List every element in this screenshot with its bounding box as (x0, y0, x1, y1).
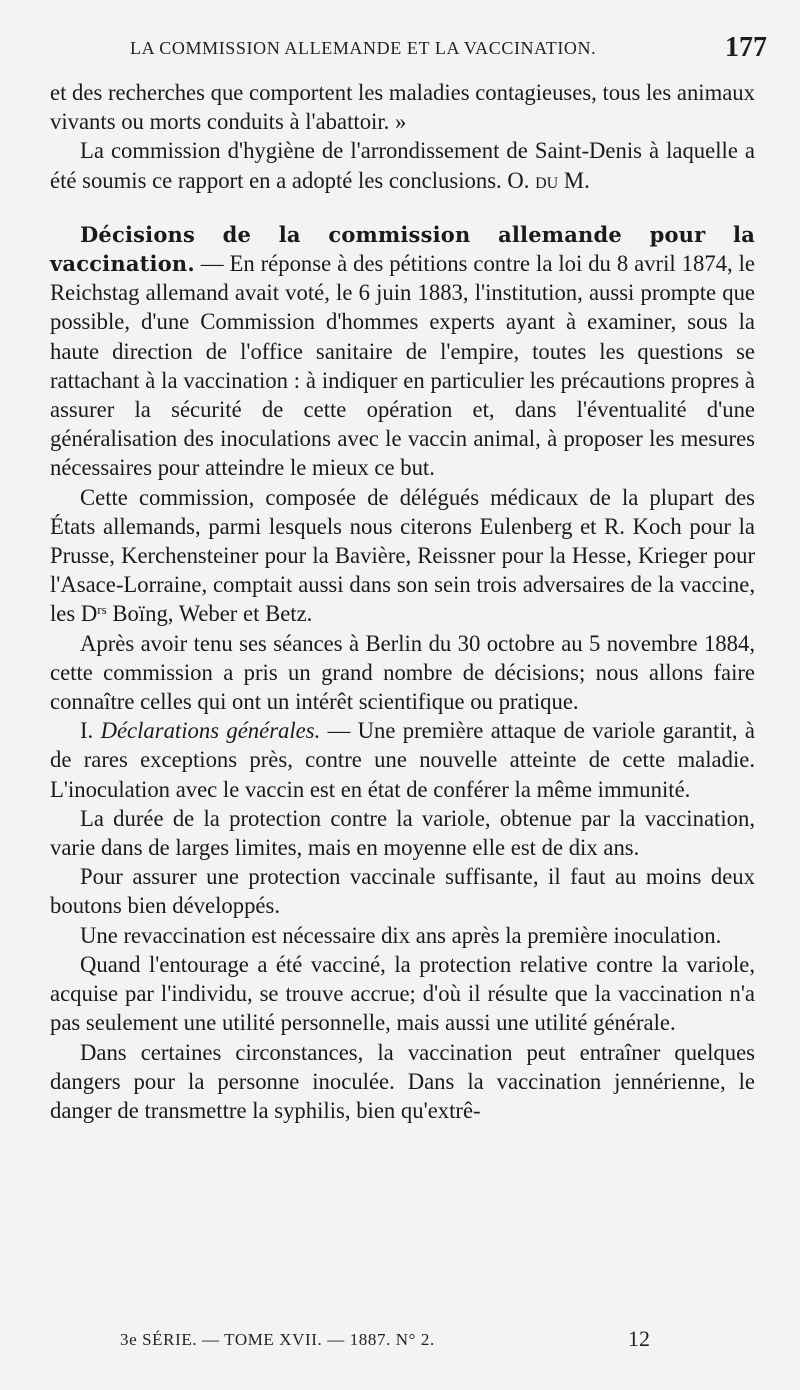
numeral-label: I. (80, 718, 101, 744)
paragraph-text: — Une première attaque de variole garantit, à de rares exceptions près, contre une nouvelle atteinte de cette maladie. L'inoculation avec le vaccin est en état de conférer la même immunité. (50, 718, 756, 802)
paragraph-text: La commission d'hygiène de l'arrondissement de Saint-Denis à laquelle a été soumis ce rapport en a adopté les conclusions. O. (50, 138, 755, 193)
paragraph-composition (50, 483, 755, 629)
article-body (50, 78, 755, 1125)
author-signature: du M. (535, 167, 590, 193)
series-info: 3e SÉRIE. — TOME XVII. — 1887. N° 2. (120, 1330, 435, 1349)
paragraph-commission-hygiene (50, 136, 755, 194)
paragraph-text: Boïng, Weber et Betz. (106, 601, 313, 627)
paragraph-text: — En réponse à des pétitions contre la loi du 8 avril 1874, le Reichstag allemand avait voté, le 6 juin 1883, l'institution, aussi prompte que possible, d'une Commission d'hommes experts ayant à examiner, sous la haute direction de l'office sanitaire de l'empire, toutes les questions se rattachant à la vaccination : à indiquer en particulier les précautions propres à assurer la sécurité de cette opération et, dans l'éventualité d'une généralisation des inoculations avec le vaccin animal, à proposer les mesures nécessaires pour atteindre le mieux ce but. (50, 251, 755, 481)
paragraph-general-utility: Quand l'entourage a été vacciné, la protection relative contre la variole, acquise par l'individu, se trouve accrue; d'où il résulte que la vaccination n'a pas seulement une utilité personnelle, mais aussi une utilité générale. (50, 951, 755, 1036)
paragraph-text: Cette commission, composée de délégués médicaux de la plupart des États allemands, parmi lesquels nous citerons Eulenberg et R. Koch pour la Prusse, Kerchensteiner pour la Bavière, Reissner pour la Hesse, Krieger pour l'Asace-Lorraine, comptait aussi dans son sein trois adversaires de la vaccine, les D (50, 484, 755, 627)
paragraph-protection-duration: La durée de la protection contre la variole, obtenue par la vaccination, varie dans de larges limites, mais en moyenne elle est de dix ans. (50, 805, 755, 861)
paragraph-dangers: Dans certaines circonstances, la vaccination peut entraîner quelques dangers pour la personne inoculée. Dans la vaccination jennérienne, le danger de transmettre la syphilis, bien qu'extrê- (50, 1039, 755, 1123)
page-number: 177 (725, 32, 767, 63)
paragraph-german-commission (50, 220, 755, 483)
paragraph-continuation: et des recherches que comportent les maladies contagieuses, tous les animaux vivants ou morts conduits à l'abattoir. » (50, 80, 755, 135)
paragraph-general-declarations (50, 716, 755, 804)
section-gap (50, 195, 755, 220)
sheet-number: 12 (628, 1326, 650, 1351)
section-title: Décisions de la commission allemande pour la vaccination. (50, 221, 755, 277)
paragraph-sessions: Après avoir tenu ses séances à Berlin du 30 octobre au 5 novembre 1884, cette commission a pris un grand nombre de décisions; nous allons faire connaître celles qui ont un intérêt scientifique ou pratique. (50, 630, 755, 715)
page-footer (120, 1326, 650, 1356)
paragraph-two-pustules: Pour assurer une protection vaccinale suffisante, il faut au moins deux boutons bien développés. (50, 864, 755, 919)
running-title: LA COMMISSION ALLEMANDE ET LA VACCINATION. (130, 38, 597, 58)
subsection-title: Déclarations générales. (100, 718, 321, 744)
running-head (130, 32, 770, 66)
superscript: rs (97, 602, 107, 618)
paragraph-revaccination: Une revaccination est nécessaire dix ans après la première inoculation. (80, 922, 722, 948)
